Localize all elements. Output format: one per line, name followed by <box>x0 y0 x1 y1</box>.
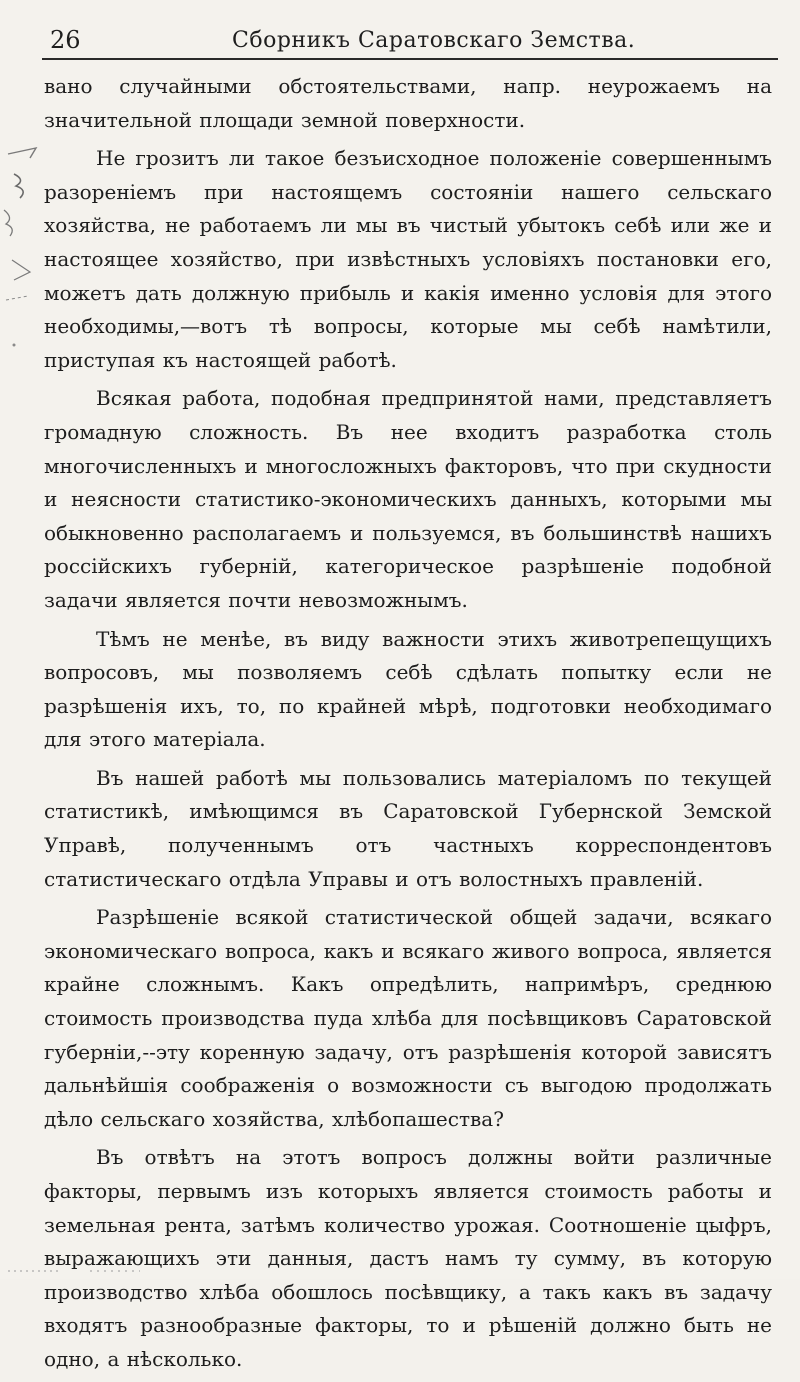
running-title: Сборникъ Саратовскаго Земства. <box>232 28 636 53</box>
paragraph-continuation: вано случайными обстоятельствами, напр. неурожаемъ на значительной площади земной поверхности. <box>44 74 772 132</box>
page-header <box>42 22 778 60</box>
page-number: 26 <box>50 26 81 54</box>
paragraph: Тѣмъ не менѣе, въ виду важности этихъ животрепещущихъ вопросовъ, мы позволяемъ себѣ сдѣлать попытку если не разрѣшенiя ихъ, то, по крайней мѣрѣ, подготовки необходимаго для этого матерiала. <box>44 626 772 752</box>
paragraph: Въ нашей работѣ мы пользовались матерiаломъ по текущей статистикѣ, имѣющимся въ Саратовской Губернской Земской Управѣ, полученнымъ отъ частныхъ корреспондентовъ статистическаго отдѣла Управы и отъ волостныхъ правленiй. <box>44 765 772 891</box>
page-body <box>44 70 772 1382</box>
paragraph: Не грозитъ ли такое безъисходное положенiе совершеннымъ разоренiемъ при настоящемъ состоянiи нашего сельскаго хозяйства, не работаемъ ли мы въ чистый убытокъ себѣ или же и настоящее хозяйство, при извѣстныхъ условiяхъ постановки его, можетъ дать должную прибыль и какiя именно условiя для этого необходимы,—вотъ тѣ вопросы, которые мы себѣ намѣтили, приступая къ настоящей работѣ. <box>44 146 772 372</box>
paragraph: Разрѣшенiе всякой статистической общей задачи, всякаго экономическаго вопроса, какъ и всякаго живого вопроса, является крайне сложнымъ. Какъ опредѣлить, напримѣръ, среднюю стоимость производства пуда хлѣба для посѣвщиковъ Саратовской губернiи,--эту коренную задачу, отъ разрѣшенiя которой зависятъ дальнѣйшiя соображенiя о возможности съ выгодою продолжать дѣло сельскаго хозяйства, хлѣбопашества? <box>44 905 772 1131</box>
paragraph: Въ отвѣтъ на этотъ вопросъ должны войти различные факторы, первымъ изъ которыхъ является стоимость работы и земельная рента, затѣмъ количество урожая. Соотношенiе цыфръ, выражающихъ эти данныя, дастъ намъ ту сумму, въ которую производство хлѣба обошлось посѣвщику, а такъ какъ въ задачу входятъ разнообразные факторы, то и рѣшенiй должно быть не одно, а нѣсколько. <box>44 1145 772 1371</box>
paragraph: Всякая работа, подобная предпринятой нами, представляетъ громадную сложность. Въ нее входитъ разработка столь многочисленныхъ и многосложныхъ факторовъ, что при скудности и неясности статистико-экономическихъ данныхъ, которыми мы обыкновенно располагаемъ и пользуемся, въ большинствѣ нашихъ россiйскихъ губернiй, категорическое разрѣшенiе подобной задачи является почти невозможнымъ. <box>44 386 772 612</box>
bottom-scan-specks <box>0 1268 220 1274</box>
